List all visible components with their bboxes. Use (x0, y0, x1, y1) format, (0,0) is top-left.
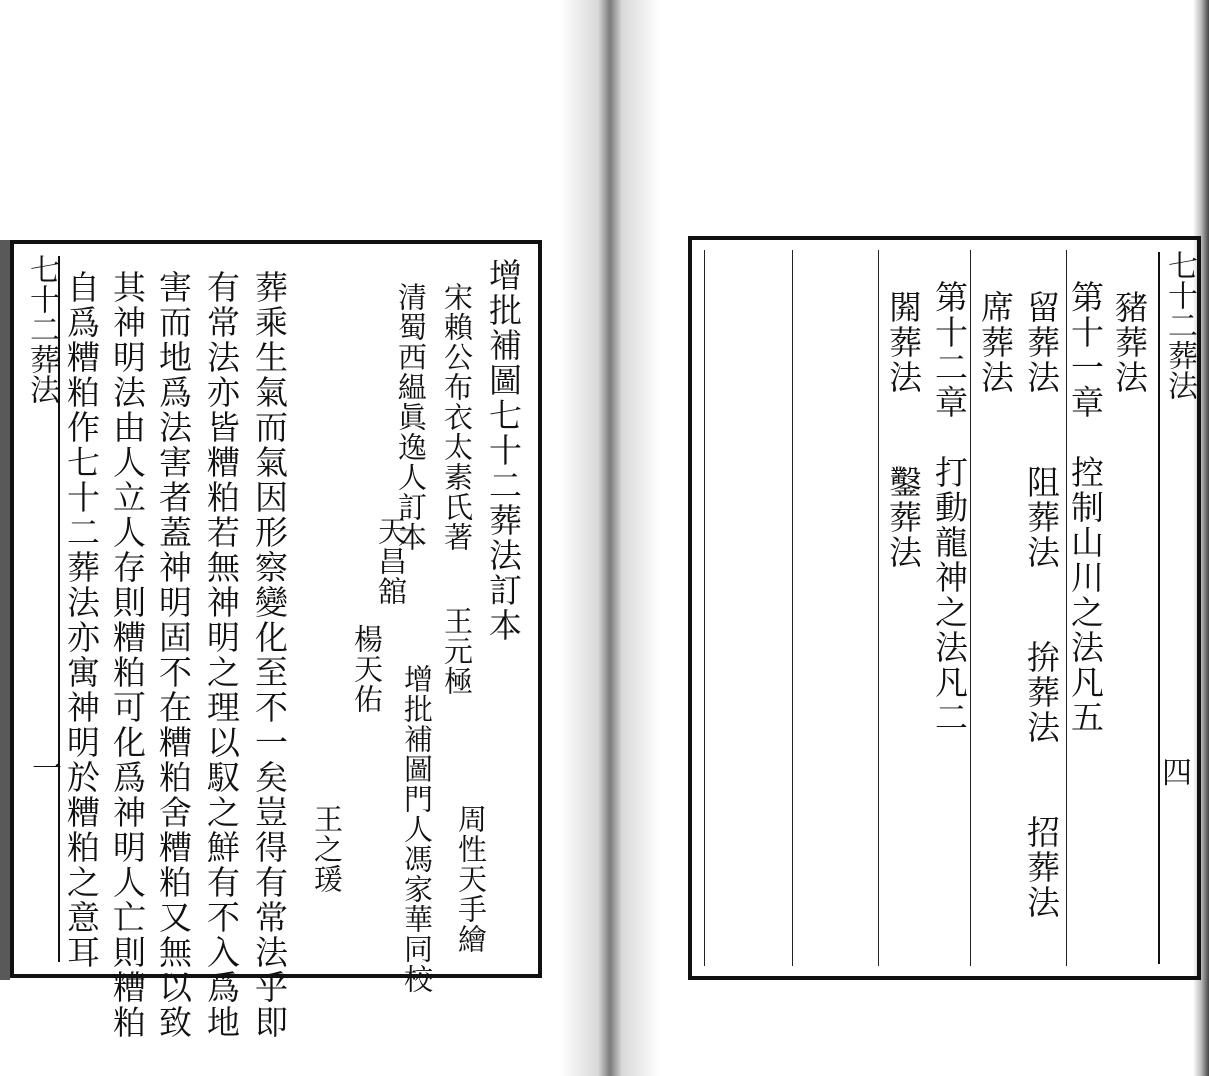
left-page-number: 一 (32, 752, 62, 787)
editor-name: 楊天佑 (350, 624, 384, 714)
left-book-edge (0, 240, 10, 980)
column-rule (970, 250, 971, 966)
content-line-1: 豬葬法 (1110, 290, 1149, 395)
book-gutter-shadow (560, 0, 660, 1076)
body-column-5: 自爲糟粕作七十二葬法亦寓神明於糟粕之意耳 (62, 270, 101, 970)
content-line-5: 第十二章 打動龍神之法凡二 (930, 280, 969, 735)
content-line-2: 第十一章 控制山川之法凡五 (1066, 280, 1105, 735)
left-page (10, 240, 542, 1040)
left-margin-title: 七十二葬法 (24, 254, 59, 404)
content-line-3: 留葬法 阻葬法 拚葬法 招葬法 (1022, 290, 1061, 920)
column-rule (704, 250, 705, 966)
right-page-number: 四 (1162, 756, 1192, 791)
column-rule (792, 250, 793, 966)
helper-name: 王之瑗 (310, 804, 344, 894)
body-column-4: 其神明法由人立人存則糟粕可化爲神明人亡則糟粕 (108, 270, 147, 1040)
body-column-2: 有常法亦皆糟粕若無神明之理以馭之鮮有不入爲地 (202, 270, 241, 1040)
right-page (688, 236, 1201, 980)
author-names: 王元極 (440, 606, 474, 696)
body-column-3: 害而地爲法害者蓋神明固不在糟粕舍糟粕又無以致 (154, 270, 193, 1040)
body-column-1: 葬乘生氣而氣因形察變化至不一矣豈得有常法乎即 (250, 270, 289, 1040)
column-rule (878, 250, 879, 966)
content-line-6: 閞葬法 鑿葬法 (884, 290, 923, 570)
author-line: 宋賴公布衣太素氏著 (440, 282, 474, 552)
content-line-4: 席葬法 (976, 290, 1015, 395)
right-margin-title: 七十二葬法 (1162, 250, 1197, 400)
publisher: 天昌舘 (374, 516, 408, 606)
illustrator-credit: 周性天手繪 (454, 804, 488, 954)
editor-line: 清蜀西緼眞逸人訂本 (394, 282, 428, 552)
annotator-credit: 增批補圖門人馮家華同校 (400, 664, 434, 994)
margin-border (1158, 252, 1160, 964)
book-title: 增批補圖七十二葬法訂本 (484, 258, 523, 643)
